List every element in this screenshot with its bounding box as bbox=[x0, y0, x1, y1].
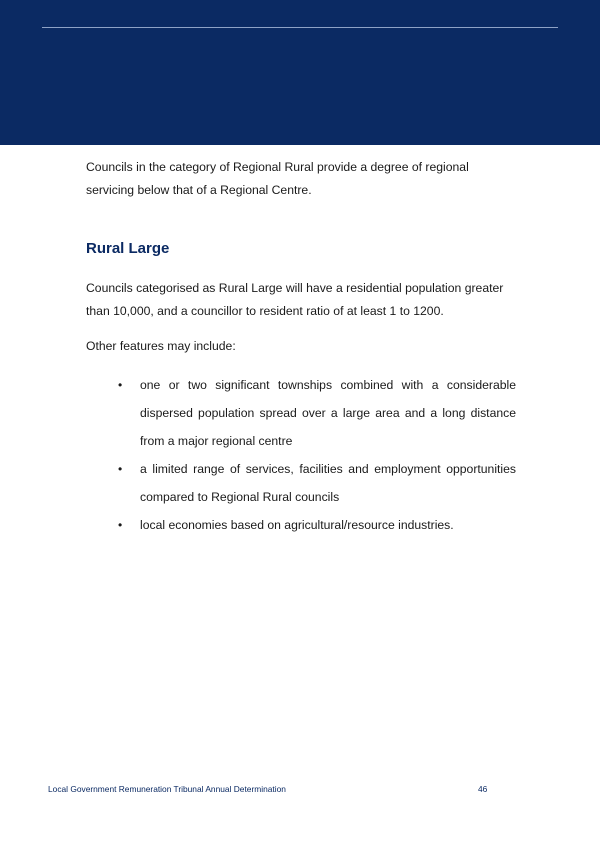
bullet-icon: • bbox=[118, 462, 123, 476]
bullet-icon: • bbox=[118, 378, 123, 392]
features-list bbox=[86, 371, 516, 539]
page-content bbox=[86, 156, 516, 539]
list-item-text: local economies based on agricultural/resource industries. bbox=[140, 518, 454, 532]
header-band bbox=[0, 0, 600, 145]
bullet-icon: • bbox=[118, 518, 123, 532]
footer-title: Local Government Remuneration Tribunal Annual Determination bbox=[48, 784, 286, 794]
list-item bbox=[118, 455, 516, 511]
features-intro: Other features may include: bbox=[86, 339, 236, 353]
list-item bbox=[118, 371, 516, 455]
header-divider bbox=[42, 27, 558, 28]
list-item-text: a limited range of services, facilities and employment opportunities compared to Regional Rural councils bbox=[140, 462, 516, 504]
section-heading: Rural Large bbox=[86, 240, 170, 257]
section-description: Councils categorised as Rural Large will have a residential population greater than 10,000, and a councillor to resident ratio of at least 1 to 1200. bbox=[86, 281, 504, 318]
page-number: 46 bbox=[478, 784, 488, 794]
list-item-text: one or two significant townships combined with a considerable dispersed population spread over a large area and a long distance from a major regional centre bbox=[140, 378, 516, 448]
intro-paragraph: Councils in the category of Regional Rural provide a degree of regional servicing below that of a Regional Centre. bbox=[86, 160, 469, 197]
list-item bbox=[118, 511, 516, 539]
